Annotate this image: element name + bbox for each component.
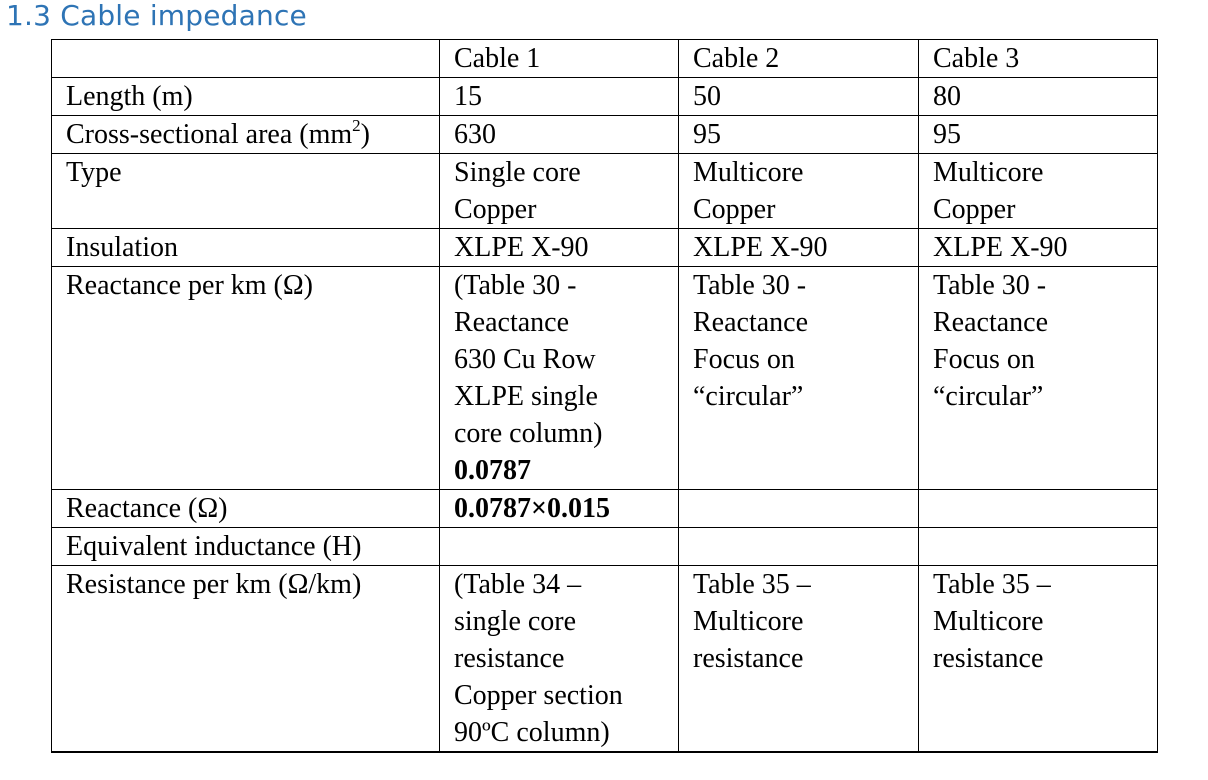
cell-reactance-cable-2: [679, 490, 919, 528]
row-label-reactance-per-km: Reactance per km (Ω): [52, 267, 440, 490]
cell-line: 630 Cu Row: [454, 344, 596, 375]
reactance-per-km-value: 0.0787: [454, 455, 531, 486]
table-row-reactance-per-km: [52, 267, 1158, 490]
cell-line: Multicore: [933, 606, 1044, 637]
cell-reactance-cable-1: 0.0787×0.015: [440, 490, 679, 528]
cell-line: Copper: [693, 194, 776, 225]
cable-impedance-table: [51, 39, 1158, 753]
cell-line: XLPE single: [454, 381, 598, 412]
cell-line: Multicore: [693, 606, 804, 637]
cell-line: Focus on: [933, 344, 1035, 375]
cell-line: Table 35 –: [933, 569, 1051, 600]
cell-resistance-per-km-cable-3: [919, 566, 1158, 753]
cell-area-cable-2: 95: [679, 116, 919, 154]
cell-insulation-cable-2: XLPE X-90: [679, 229, 919, 267]
table-row-area: [52, 116, 1158, 154]
cell-resistance-per-km-cable-1: [440, 566, 679, 753]
cell-line: Reactance: [933, 307, 1049, 338]
cell-line: Single core: [454, 157, 581, 188]
cell-length-cable-3: 80: [919, 78, 1158, 116]
row-label-length: Length (m): [52, 78, 440, 116]
cell-line: single core: [454, 606, 577, 637]
cell-line: Copper: [454, 194, 537, 225]
area-label-close: ): [360, 119, 370, 150]
cell-line: Table 35 –: [693, 569, 811, 600]
cell-area-cable-3: 95: [919, 116, 1158, 154]
cell-line: (Table 30 -: [454, 270, 577, 301]
table-row-type: [52, 154, 1158, 229]
cell-type-cable-2: [679, 154, 919, 229]
cell-length-cable-2: 50: [679, 78, 919, 116]
cell-line: Focus on: [693, 344, 795, 375]
cell-area-cable-1: 630: [440, 116, 679, 154]
row-label-inductance: Equivalent inductance (H): [52, 528, 440, 566]
row-label-resistance-per-km: Resistance per km (Ω/km): [52, 566, 440, 753]
table-header-row: [52, 40, 1158, 78]
cell-reactance-per-km-cable-3: [919, 267, 1158, 490]
cell-length-cable-1: 15: [440, 78, 679, 116]
section-heading: 1.3 Cable impedance: [6, 0, 307, 32]
header-cable-1: Cable 1: [440, 40, 679, 78]
table-row-inductance: [52, 528, 1158, 566]
cell-line: “circular”: [693, 381, 804, 412]
cell-inductance-cable-1: [440, 528, 679, 566]
cell-inductance-cable-3: [919, 528, 1158, 566]
cell-reactance-per-km-cable-1: [440, 267, 679, 490]
cell-line: Copper: [933, 194, 1016, 225]
cell-line: core column): [454, 418, 603, 449]
cell-line: resistance: [693, 643, 804, 674]
header-cable-3: Cable 3: [919, 40, 1158, 78]
cell-insulation-cable-1: XLPE X-90: [440, 229, 679, 267]
table-row-reactance: [52, 490, 1158, 528]
cell-reactance-cable-3: [919, 490, 1158, 528]
table-row-resistance-per-km: [52, 566, 1158, 753]
cell-insulation-cable-3: XLPE X-90: [919, 229, 1158, 267]
cell-line: Copper section: [454, 680, 623, 711]
cell-inductance-cable-2: [679, 528, 919, 566]
cell-line: “circular”: [933, 381, 1044, 412]
cell-line: Table 30 -: [693, 270, 807, 301]
cell-line: (Table 34 –: [454, 569, 582, 600]
cell-type-cable-1: [440, 154, 679, 229]
cell-line: resistance: [933, 643, 1044, 674]
cell-line: Table 30 -: [933, 270, 1047, 301]
cell-line: resistance: [454, 643, 565, 674]
row-label-reactance: Reactance (Ω): [52, 490, 440, 528]
cell-line: 90ºC column): [454, 717, 610, 748]
table-row-insulation: [52, 229, 1158, 267]
cell-resistance-per-km-cable-2: [679, 566, 919, 753]
cell-line: Multicore: [693, 157, 804, 188]
table-row-length: [52, 78, 1158, 116]
row-label-insulation: Insulation: [52, 229, 440, 267]
cell-line: Reactance: [454, 307, 570, 338]
area-label-superscript: 2: [352, 116, 361, 135]
cell-type-cable-3: [919, 154, 1158, 229]
header-cable-2: Cable 2: [679, 40, 919, 78]
row-label-area: [52, 116, 440, 154]
header-cell-empty: [52, 40, 440, 78]
area-label-text: Cross-sectional area (mm: [66, 119, 353, 150]
cell-reactance-per-km-cable-2: [679, 267, 919, 490]
cell-line: Reactance: [693, 307, 809, 338]
cell-line: Multicore: [933, 157, 1044, 188]
row-label-type: Type: [52, 154, 440, 229]
